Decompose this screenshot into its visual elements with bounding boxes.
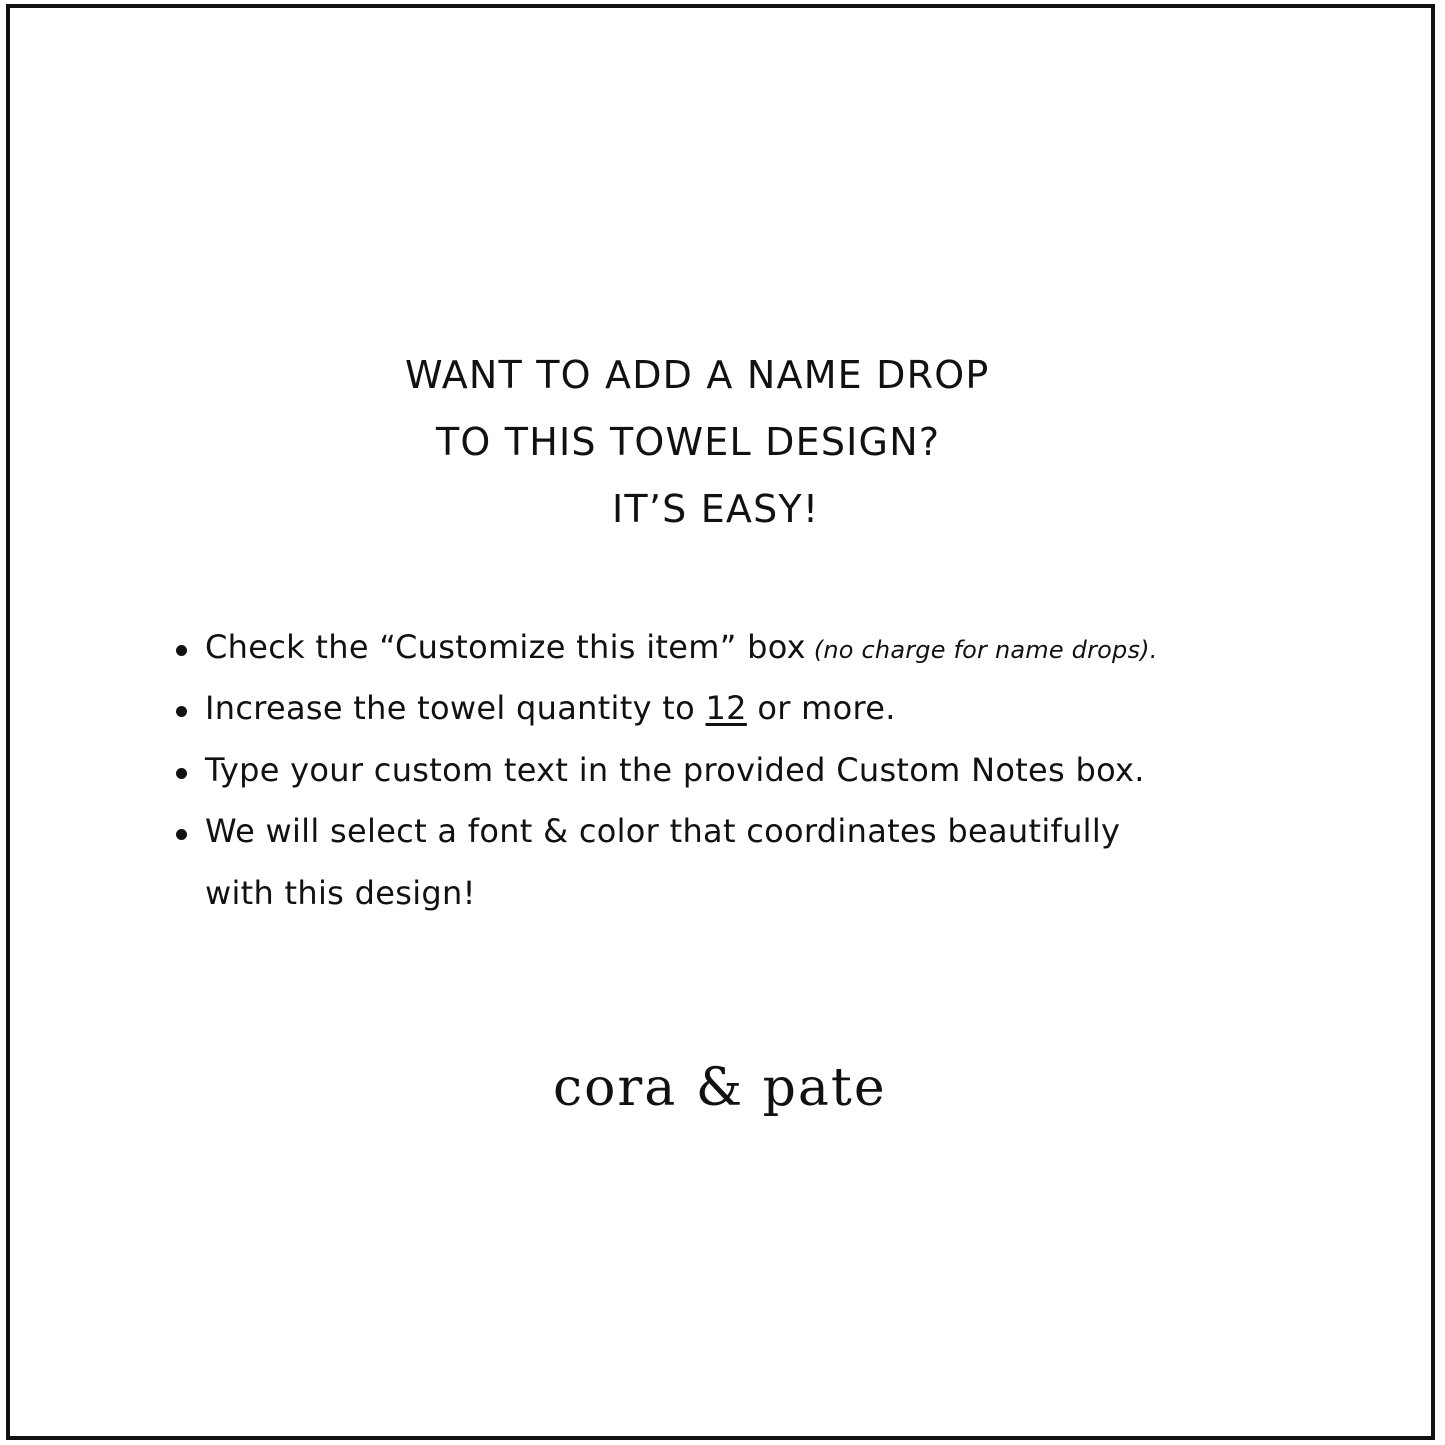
step-font-color-line-2: with this design! [205,874,476,912]
step-quantity-value: 12 [705,689,747,727]
step-customize [205,628,1158,666]
step-font-color-line-1: We will select a font & color that coordinates beautifully [205,812,1121,850]
bullet-icon [176,645,187,656]
bullet-icon [176,768,187,779]
bullet-icon [176,706,187,717]
brand-name: cora & pate [553,1058,887,1118]
step-custom-text [205,751,1145,789]
step-quantity [205,689,896,727]
step-font-color [205,812,1121,850]
bullet-icon [176,829,187,840]
step-customize-text: Check the “Customize this item” box [205,628,806,666]
step-quantity-before: Increase the towel quantity to [205,689,706,727]
step-custom-text-label: Type your custom text in the provided Custom Notes box. [205,751,1145,789]
step-font-color-cont [205,874,476,912]
step-customize-note: (no charge for name drops). [813,636,1158,664]
step-quantity-after: or more. [746,689,896,727]
brand-logo [553,1058,887,1118]
